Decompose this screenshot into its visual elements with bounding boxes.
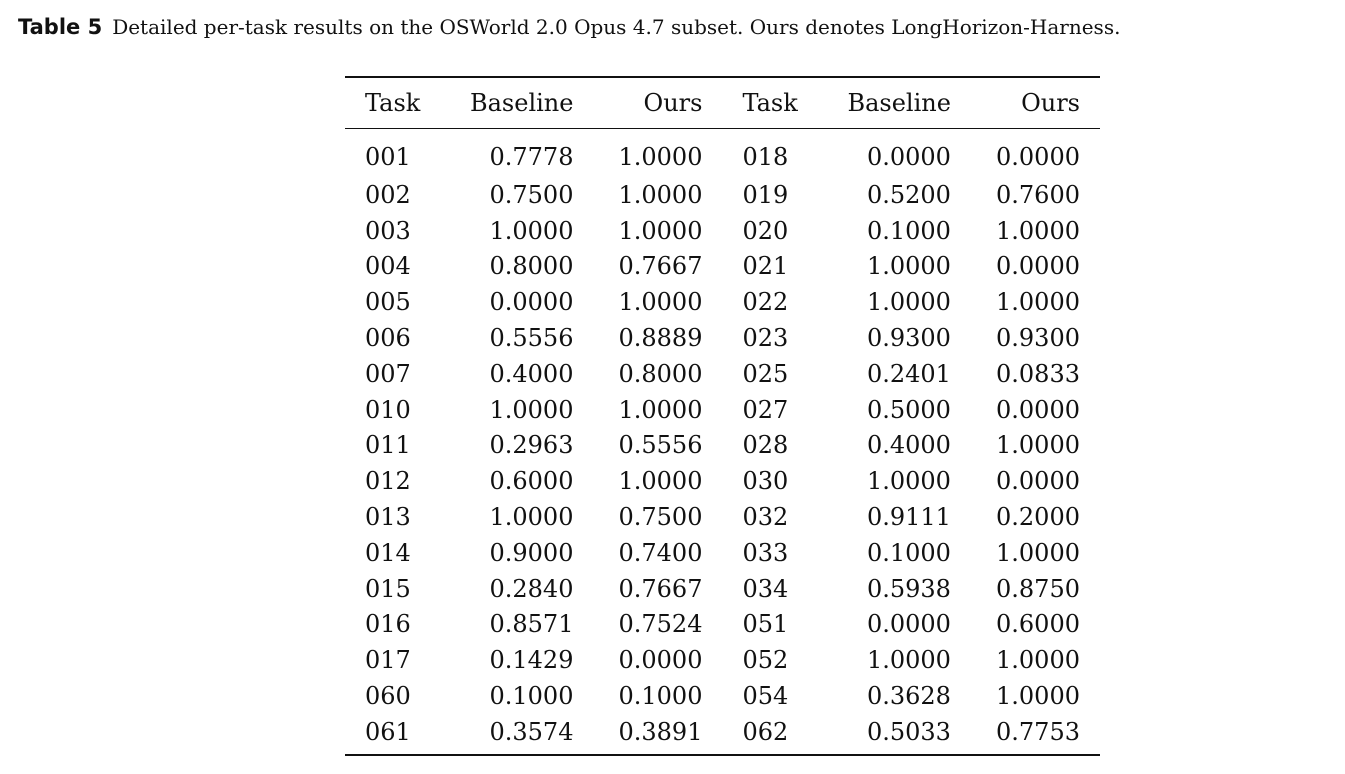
cell-baseline-left: 1.0000 (489, 503, 574, 532)
cell-baseline-right: 0.3628 (866, 682, 951, 711)
cell-ours-right: 1.0000 (996, 288, 1080, 317)
cell-ours-right: 0.0833 (996, 359, 1080, 388)
cell-baseline-right: 0.9300 (866, 324, 951, 353)
table-row (345, 249, 1100, 285)
cell-task-right: 020 (742, 216, 789, 245)
cell-ours-left: 0.1000 (618, 682, 703, 711)
cell-task-right: 054 (742, 682, 789, 711)
header-ours-left: Ours (593, 77, 722, 129)
cell-task-left: 013 (365, 503, 411, 532)
cell-ours-right: 1.0000 (996, 538, 1080, 567)
cell-ours-right: 0.0000 (996, 252, 1080, 281)
cell-baseline-right: 0.5938 (866, 574, 951, 603)
table-caption (18, 12, 1338, 42)
cell-baseline-right: 0.5200 (866, 180, 951, 209)
table-row (345, 499, 1100, 535)
cell-baseline-right: 0.9111 (866, 503, 951, 532)
cell-ours-left: 0.7524 (618, 610, 703, 639)
cell-ours-right: 0.8750 (996, 574, 1080, 603)
table-body (345, 129, 1100, 755)
cell-task-left: 016 (365, 610, 411, 639)
table-row (345, 213, 1100, 249)
cell-task-left: 061 (365, 717, 411, 746)
cell-task-right: 052 (742, 646, 789, 675)
cell-task-right: 062 (742, 717, 789, 746)
cell-ours-left: 0.0000 (618, 646, 703, 675)
cell-baseline-left: 0.5556 (489, 324, 574, 353)
cell-ours-right: 0.7753 (996, 717, 1080, 746)
cell-ours-right: 1.0000 (996, 682, 1080, 711)
cell-task-right: 018 (742, 143, 789, 171)
cell-ours-left: 0.3891 (618, 717, 703, 746)
cell-baseline-left: 0.9000 (489, 538, 574, 567)
cell-ours-left: 1.0000 (618, 467, 703, 496)
cell-baseline-left: 0.8571 (489, 610, 574, 639)
cell-task-left: 002 (365, 180, 411, 209)
table-row (345, 463, 1100, 499)
cell-task-left: 004 (365, 252, 411, 281)
cell-ours-right: 0.0000 (996, 143, 1080, 171)
cell-task-left: 005 (365, 288, 411, 317)
cell-baseline-right: 0.4000 (866, 431, 951, 460)
cell-baseline-left: 0.4000 (489, 359, 574, 388)
header-baseline-left: Baseline (444, 77, 593, 129)
cell-baseline-left: 0.8000 (489, 252, 574, 281)
cell-ours-right: 0.9300 (996, 324, 1080, 353)
cell-task-left: 010 (365, 395, 411, 424)
cell-baseline-right: 0.2401 (866, 359, 951, 388)
cell-task-right: 034 (742, 574, 789, 603)
cell-task-right: 028 (742, 431, 789, 460)
cell-baseline-left: 0.3574 (489, 717, 574, 746)
cell-baseline-left: 1.0000 (489, 395, 574, 424)
cell-ours-left: 0.7667 (618, 252, 703, 281)
cell-baseline-right: 0.1000 (866, 538, 951, 567)
cell-baseline-right: 0.0000 (866, 610, 951, 639)
cell-task-right: 021 (742, 252, 789, 281)
table-row (345, 320, 1100, 356)
cell-task-left: 060 (365, 682, 411, 711)
table-row (345, 678, 1100, 714)
cell-ours-left: 0.7667 (618, 574, 703, 603)
cell-task-right: 025 (742, 359, 789, 388)
cell-task-left: 014 (365, 538, 411, 567)
cell-task-left: 003 (365, 216, 411, 245)
table-row (345, 129, 1100, 178)
table-row (345, 642, 1100, 678)
cell-task-right: 030 (742, 467, 789, 496)
cell-task-left: 006 (365, 324, 411, 353)
cell-baseline-left: 0.7778 (489, 143, 574, 171)
cell-task-right: 032 (742, 503, 789, 532)
table-row (345, 535, 1100, 571)
cell-task-right: 023 (742, 324, 789, 353)
cell-task-right: 022 (742, 288, 789, 317)
cell-baseline-left: 0.1000 (489, 682, 574, 711)
cell-task-right: 019 (742, 180, 789, 209)
cell-ours-right: 0.6000 (996, 610, 1080, 639)
cell-ours-left: 0.7400 (618, 538, 703, 567)
caption-label: Table 5 (18, 15, 103, 39)
header-task-right: Task (722, 77, 821, 129)
cell-ours-right: 0.0000 (996, 395, 1080, 424)
header-baseline-right: Baseline (822, 77, 971, 129)
cell-task-right: 033 (742, 538, 789, 567)
cell-ours-left: 1.0000 (618, 395, 703, 424)
cell-baseline-right: 0.0000 (866, 143, 951, 171)
cell-baseline-left: 0.2963 (489, 431, 574, 460)
table-row (345, 714, 1100, 755)
cell-task-left: 001 (365, 143, 411, 171)
cell-baseline-left: 0.7500 (489, 180, 574, 209)
cell-baseline-left: 0.0000 (489, 288, 574, 317)
table-row (345, 607, 1100, 643)
cell-baseline-left: 0.6000 (489, 467, 574, 496)
table-row (345, 356, 1100, 392)
table-row (345, 428, 1100, 464)
cell-baseline-right: 1.0000 (866, 467, 951, 496)
cell-baseline-right: 0.5000 (866, 395, 951, 424)
table-row (345, 571, 1100, 607)
cell-baseline-left: 1.0000 (489, 216, 574, 245)
cell-task-left: 012 (365, 467, 411, 496)
header-row (345, 77, 1100, 129)
cell-ours-right: 1.0000 (996, 431, 1080, 460)
table-header (345, 77, 1100, 129)
cell-baseline-right: 1.0000 (866, 288, 951, 317)
cell-ours-left: 1.0000 (618, 143, 703, 171)
cell-baseline-right: 1.0000 (866, 646, 951, 675)
cell-ours-left: 0.8889 (618, 324, 703, 353)
cell-ours-left: 0.8000 (618, 359, 703, 388)
cell-baseline-left: 0.2840 (489, 574, 574, 603)
cell-baseline-right: 0.1000 (866, 216, 951, 245)
cell-task-left: 015 (365, 574, 411, 603)
cell-task-left: 011 (365, 431, 411, 460)
results-table (345, 76, 1100, 756)
cell-ours-left: 0.7500 (618, 503, 703, 532)
cell-ours-left: 1.0000 (618, 216, 703, 245)
cell-task-right: 051 (742, 610, 789, 639)
cell-baseline-right: 0.5033 (866, 717, 951, 746)
cell-ours-right: 0.7600 (996, 180, 1080, 209)
cell-ours-left: 0.5556 (618, 431, 703, 460)
cell-ours-right: 0.2000 (996, 503, 1080, 532)
cell-task-right: 027 (742, 395, 789, 424)
header-task-left: Task (345, 77, 444, 129)
cell-ours-left: 1.0000 (618, 288, 703, 317)
caption-text: Detailed per-task results on the OSWorld 2.0 Opus 4.7 subset. Ours denotes LongHorizon-Harness. (112, 15, 1121, 39)
cell-ours-right: 0.0000 (996, 467, 1080, 496)
header-ours-right: Ours (971, 77, 1100, 129)
table-row (345, 284, 1100, 320)
cell-ours-right: 1.0000 (996, 216, 1080, 245)
table-row (345, 392, 1100, 428)
cell-task-left: 007 (365, 359, 411, 388)
cell-ours-left: 1.0000 (618, 180, 703, 209)
table-row (345, 177, 1100, 213)
cell-task-left: 017 (365, 646, 411, 675)
cell-baseline-left: 0.1429 (489, 646, 574, 675)
cell-ours-right: 1.0000 (996, 646, 1080, 675)
cell-baseline-right: 1.0000 (866, 252, 951, 281)
